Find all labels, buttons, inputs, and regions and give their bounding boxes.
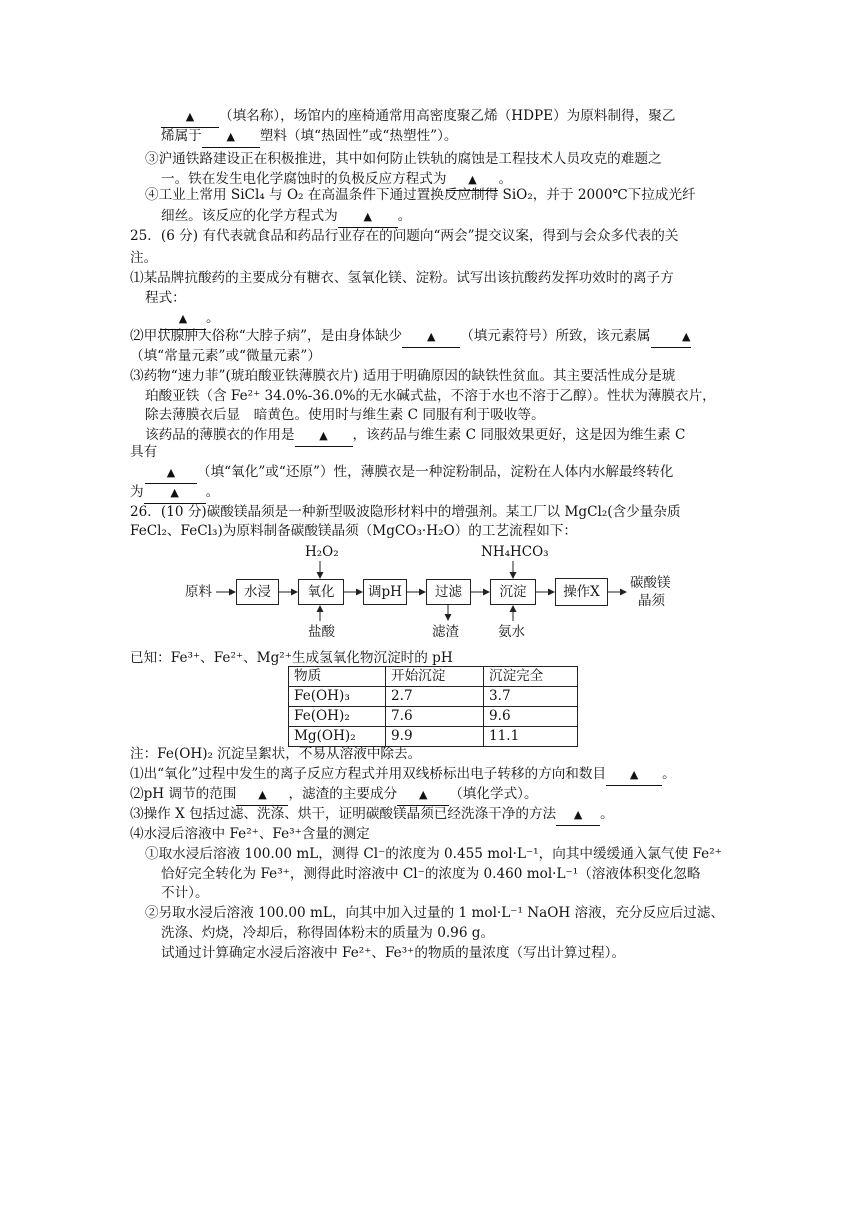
- flow-step-water-leach: 水浸: [236, 579, 279, 605]
- answer-blank: ▲: [295, 426, 353, 447]
- q25-part3-line-5: 具有: [130, 444, 158, 460]
- table-header-cell: 沉淀完全: [484, 667, 578, 687]
- table-row: [289, 707, 578, 727]
- q26-sub4a-line-1: ①取水浸后溶液 100.00 mL，测得 Cl⁻的浓度为 0.455 mol·L⁻¹，向其中缓缓通入氯气使 Fe²⁺: [145, 846, 722, 862]
- answer-blank: ▲: [338, 207, 398, 228]
- table-cell: 7.6: [386, 707, 484, 727]
- table-row: [289, 687, 578, 707]
- q26-sub3: ⑶操作 X 包括过滤、洗涤、烘干，证明碳酸镁晶须已经洗涤干净的方法 ▲ 。: [130, 804, 614, 826]
- q25-part3-line-6: ▲ （填“氧化”或“还原”）性，薄膜衣是一种淀粉制品，淀粉在人体内水解最终转化: [145, 462, 673, 484]
- q25-part3-line-2: 珀酸亚铁（含 Fe²⁺ 34.0%-36.0%的无水碱式盐，不溶于水也不溶于乙醇）。性状为薄膜衣片，: [145, 388, 716, 404]
- q25-heading-line-1: 25．(6 分) 有代表就食品和药品行业存在的问题向“两会”提交议案，得到与会众多代表的关: [130, 228, 679, 244]
- q25-part1-line-2: 程式：: [145, 290, 186, 306]
- answer-blank: ▲: [145, 463, 197, 484]
- q24-line-2: 烯属于 ▲ 塑料（填“热固性”或“热塑性”）。: [161, 126, 458, 148]
- flow-step-oxidize: 氧化: [298, 579, 344, 605]
- q26-known-conditions: 已知：Fe³⁺、Fe²⁺、Mg²⁺生成氢氧化物沉淀时的 pH: [130, 650, 453, 666]
- answer-blank: ▲: [606, 765, 662, 786]
- answer-blank: ▲: [202, 127, 260, 148]
- q26-sub4: ⑷水浸后溶液中 Fe²⁺、Fe³⁺含量的测定: [130, 826, 370, 842]
- answer-blank: ▲: [556, 805, 600, 826]
- flow-input-ammonia-water: 氨水: [498, 624, 525, 640]
- q26-sub4a-line-2: 恰好完全转化为 Fe³⁺，测得此时溶液中 Cl⁻的浓度为 0.460 mol·L⁻¹（溶液体积变化忽略: [161, 866, 701, 882]
- q25-part2-line-2: （填“常量元素”或“微量元素”）: [130, 348, 321, 364]
- table-cell: Mg(OH)₂: [289, 727, 386, 747]
- q25-part3-line-7: 为 ▲ 。: [130, 482, 219, 504]
- flow-input-nh4hco3: NH₄HCO₃: [481, 544, 549, 560]
- flow-step-precipitate: 沉淀: [490, 579, 536, 605]
- q26-sub4b-line-2: 洗涤、灼烧，冷却后，称得固体粉末的质量为 0.96 g。: [161, 925, 495, 941]
- flow-input-h2o2: H₂O₂: [305, 544, 339, 560]
- q26-heading-line-2: FeCl₂、FeCl₃)为原料制备碳酸镁晶须（MgCO₃·H₂O）的工艺流程如下：: [130, 523, 578, 539]
- table-header-cell: 物质: [289, 667, 386, 687]
- table-header-cell: 开始沉淀: [386, 667, 484, 687]
- answer-blank: ▲: [144, 483, 206, 504]
- q25-part1-line-3: ▲ 。: [160, 308, 220, 330]
- answer-blank: ▲: [236, 785, 288, 806]
- q25-heading-line-2: 注。: [130, 250, 158, 266]
- q25-part3-line-3: 除去薄膜衣后显 暗黄色。使用时与维生素 C 同服有利于吸收等。: [145, 407, 545, 423]
- answer-blank: ▲: [651, 327, 691, 348]
- q24-line-1: ▲ （填名称），场馆内的座椅通常用高密度聚乙烯（HDPE）为原料制得，聚乙: [161, 106, 675, 128]
- q26-sub4b-line-1: ②另取水浸后溶液 100.00 mL，向其中加入过量的 1 mol·L⁻¹ NaOH 溶液，充分反应后过滤、: [145, 905, 725, 921]
- table-header-row: [289, 667, 578, 687]
- flow-step-adjust-ph: 调pH: [363, 579, 407, 605]
- q24-item3-line-1: ③沪通铁路建设正在积极推进，其中如何防止铁轨的腐蚀是工程技术人员攻克的难题之: [145, 151, 662, 167]
- process-flow-diagram: [180, 541, 700, 646]
- q26-note: 注：Fe(OH)₂ 沉淀呈絮状，不易从溶液中除去。: [130, 746, 422, 762]
- flow-start-label: 原料: [185, 584, 212, 600]
- table-cell: 9.9: [386, 727, 484, 747]
- q26-sub4a-line-3: 不计）。: [161, 885, 209, 901]
- q25-part3-line-4: 该药品的薄膜衣的作用是 ▲ ，该药品与维生素 C 同服效果更好，这是因为维生素 C: [145, 425, 685, 447]
- flow-input-hydrochloric-acid: 盐酸: [308, 624, 335, 640]
- q24-item3-line-2: 一。铁在发生电化学腐蚀时的负极反应方程式为 ▲ 。: [161, 169, 512, 191]
- flow-output-filter-residue: 滤渣: [432, 624, 459, 640]
- table-cell: 11.1: [484, 727, 578, 747]
- answer-blank: ▲: [446, 170, 498, 191]
- table-cell: 3.7: [484, 687, 578, 707]
- flow-step-operation-x: 操作X: [555, 578, 608, 606]
- flow-step-filter: 过滤: [426, 579, 471, 605]
- q25-part2-line-1: ⑵甲状腺肿大俗称“大脖子病”，是由身体缺少 ▲ （填元素符号）所致，该元素属 ▲: [130, 326, 691, 348]
- q24-item4-line-1: ④工业上常用 SiCl₄ 与 O₂ 在高温条件下通过置换反应制得 SiO₂，并于 2000℃下拉成光纤: [145, 187, 696, 203]
- q26-sub2: ⑵pH 调节的范围 ▲ ，滤渣的主要成分 ▲ （填化学式）。: [130, 784, 538, 806]
- q26-sub1: ⑴出“氧化”过程中发生的离子反应方程式并用双线桥标出电子转移的方向和数目 ▲ 。: [130, 764, 676, 786]
- precipitation-ph-table: [288, 666, 578, 747]
- q26-sub4b-line-3: 试通过计算确定水浸后溶液中 Fe²⁺、Fe³⁺的物质的量浓度（写出计算过程）。: [161, 945, 626, 961]
- table-cell: 9.6: [484, 707, 578, 727]
- q25-part3-line-1: ⑶药物“速力菲”(琥珀酸亚铁薄膜衣片) 适用于明确原因的缺铁性贫血。其主要活性成分是琥: [130, 368, 676, 384]
- answer-blank: ▲: [402, 327, 460, 348]
- answer-blank: ▲: [160, 309, 206, 330]
- flow-end-label-line-2: 晶须: [638, 593, 665, 609]
- q25-part1-line-1: ⑴某品牌抗酸药的主要成分有糖衣、氢氧化镁、淀粉。试写出该抗酸药发挥功效时的离子方: [130, 270, 674, 286]
- table-cell: Fe(OH)₃: [289, 687, 386, 707]
- answer-blank: ▲: [161, 107, 219, 128]
- table-cell: Fe(OH)₂: [289, 707, 386, 727]
- answer-blank: ▲: [397, 785, 449, 806]
- table-cell: 2.7: [386, 687, 484, 707]
- flow-end-label-line-1: 碳酸镁: [630, 575, 671, 591]
- q24-item4-line-2: 细丝。该反应的化学方程式为 ▲ 。: [161, 206, 411, 228]
- q26-heading-line-1: 26．(10 分)碳酸镁晶须是一种新型吸波隐形材料中的增强剂。某工厂以 MgCl₂(含少量杂质: [130, 504, 681, 520]
